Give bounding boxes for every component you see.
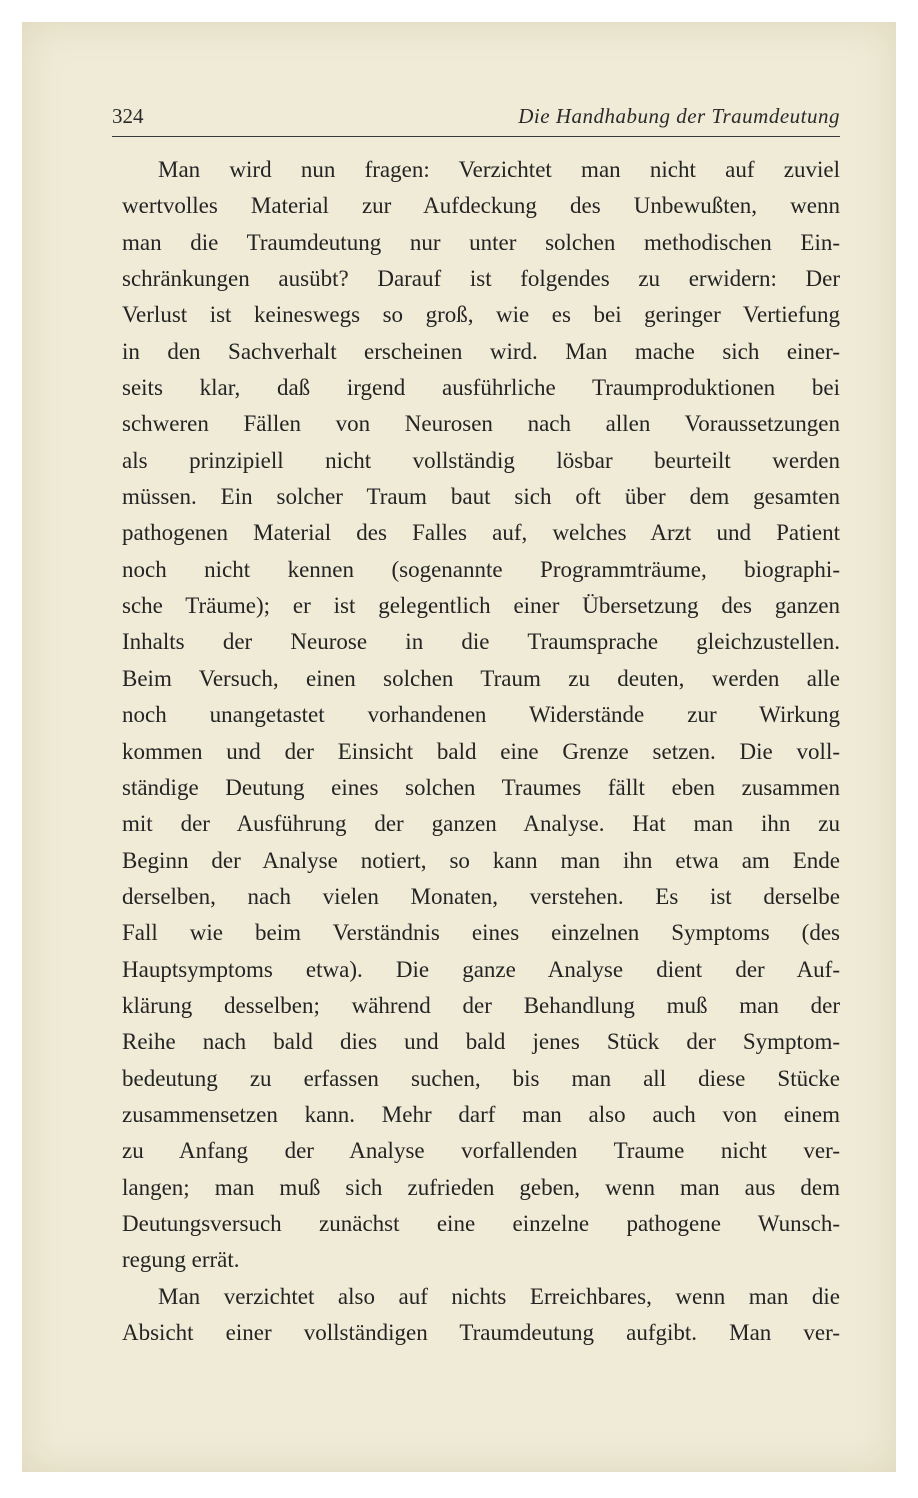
text-line: man die Traumdeutung nur unter solchen methodischen Ein- (122, 229, 840, 255)
text-line: zu Anfang der Analyse vorfallenden Traume nicht ver- (122, 1138, 840, 1164)
text-line: Absicht einer vollständigen Traumdeutung aufgibt. Man ver- (122, 1320, 840, 1345)
page-number: 324 (112, 104, 144, 128)
text-line: Beginn der Analyse notiert, so kann man ihn etwa am Ende (122, 847, 840, 873)
text-line: Beim Versuch, einen solchen Traum zu deuten, werden alle (122, 665, 840, 691)
text-line: seits klar, daß irgend ausführliche Traumproduktionen bei (122, 375, 840, 401)
text-line: kommen und der Einsicht bald eine Grenze setzen. Die voll- (122, 738, 840, 764)
running-title: Die Handhabung der Traumdeutung (518, 104, 840, 128)
text-line: klärung desselben; während der Behandlung muß man der (122, 992, 840, 1018)
text-line: zusammensetzen kann. Mehr darf man also auch von einem (122, 1101, 840, 1127)
text-line: Reihe nach bald dies und bald jenes Stück der Symptom- (122, 1029, 840, 1055)
text-line: derselben, nach vielen Monaten, verstehen. Es ist derselbe (122, 883, 840, 909)
text-line: als prinzipiell nicht vollständig lösbar beurteilt werden (122, 447, 840, 473)
text-line: wertvolles Material zur Aufdeckung des Unbewußten, wenn (122, 193, 840, 219)
text-line: mit der Ausführung der ganzen Analyse. Hat man ihn zu (122, 811, 840, 837)
text-line: ständige Deutung eines solchen Traumes fällt eben zusammen (122, 774, 840, 800)
text-line: sche Träume); er ist gelegentlich einer Übersetzung des ganzen (122, 593, 840, 619)
text-line: in den Sachverhalt erscheinen wird. Man mache sich einer- (122, 338, 840, 364)
text-line: Man verzichtet also auf nichts Erreichbares, wenn man die (158, 1283, 840, 1309)
paragraph (122, 1279, 840, 1352)
text-line: schweren Fällen von Neurosen nach allen Voraussetzungen (122, 411, 840, 437)
text-line: noch unangetastet vorhandenen Widerstände zur Wirkung (122, 702, 840, 728)
text-line: Verlust ist keineswegs so groß, wie es bei geringer Vertiefung (122, 302, 840, 328)
text-line: Inhalts der Neurose in die Traumsprache gleichzustellen. (122, 629, 840, 655)
text-line: langen; man muß sich zufrieden geben, wenn man aus dem (122, 1174, 840, 1200)
text-line: Man wird nun fragen: Verzichtet man nicht auf zuviel (158, 157, 840, 182)
paragraph (122, 152, 840, 1279)
text-line: Deutungsversuch zunächst eine einzelne pathogene Wunsch- (122, 1210, 840, 1236)
text-line: noch nicht kennen (sogenannte Programmträume, biographi- (122, 556, 840, 582)
text-line: bedeutung zu erfassen suchen, bis man all diese Stücke (122, 1065, 840, 1091)
text-line: regung errät. (122, 1247, 240, 1273)
text-line: Hauptsymptoms etwa). Die ganze Analyse dient der Auf- (122, 956, 840, 982)
body-text (122, 152, 840, 1351)
text-line: Fall wie beim Verständnis eines einzelnen Symptoms (des (122, 920, 840, 946)
text-line: müssen. Ein solcher Traum baut sich oft über dem gesamten (122, 484, 840, 510)
text-line: schränkungen ausübt? Darauf ist folgendes zu erwidern: Der (122, 266, 840, 292)
text-line: pathogenen Material des Falles auf, welches Arzt und Patient (122, 520, 840, 546)
page-header (112, 100, 840, 137)
